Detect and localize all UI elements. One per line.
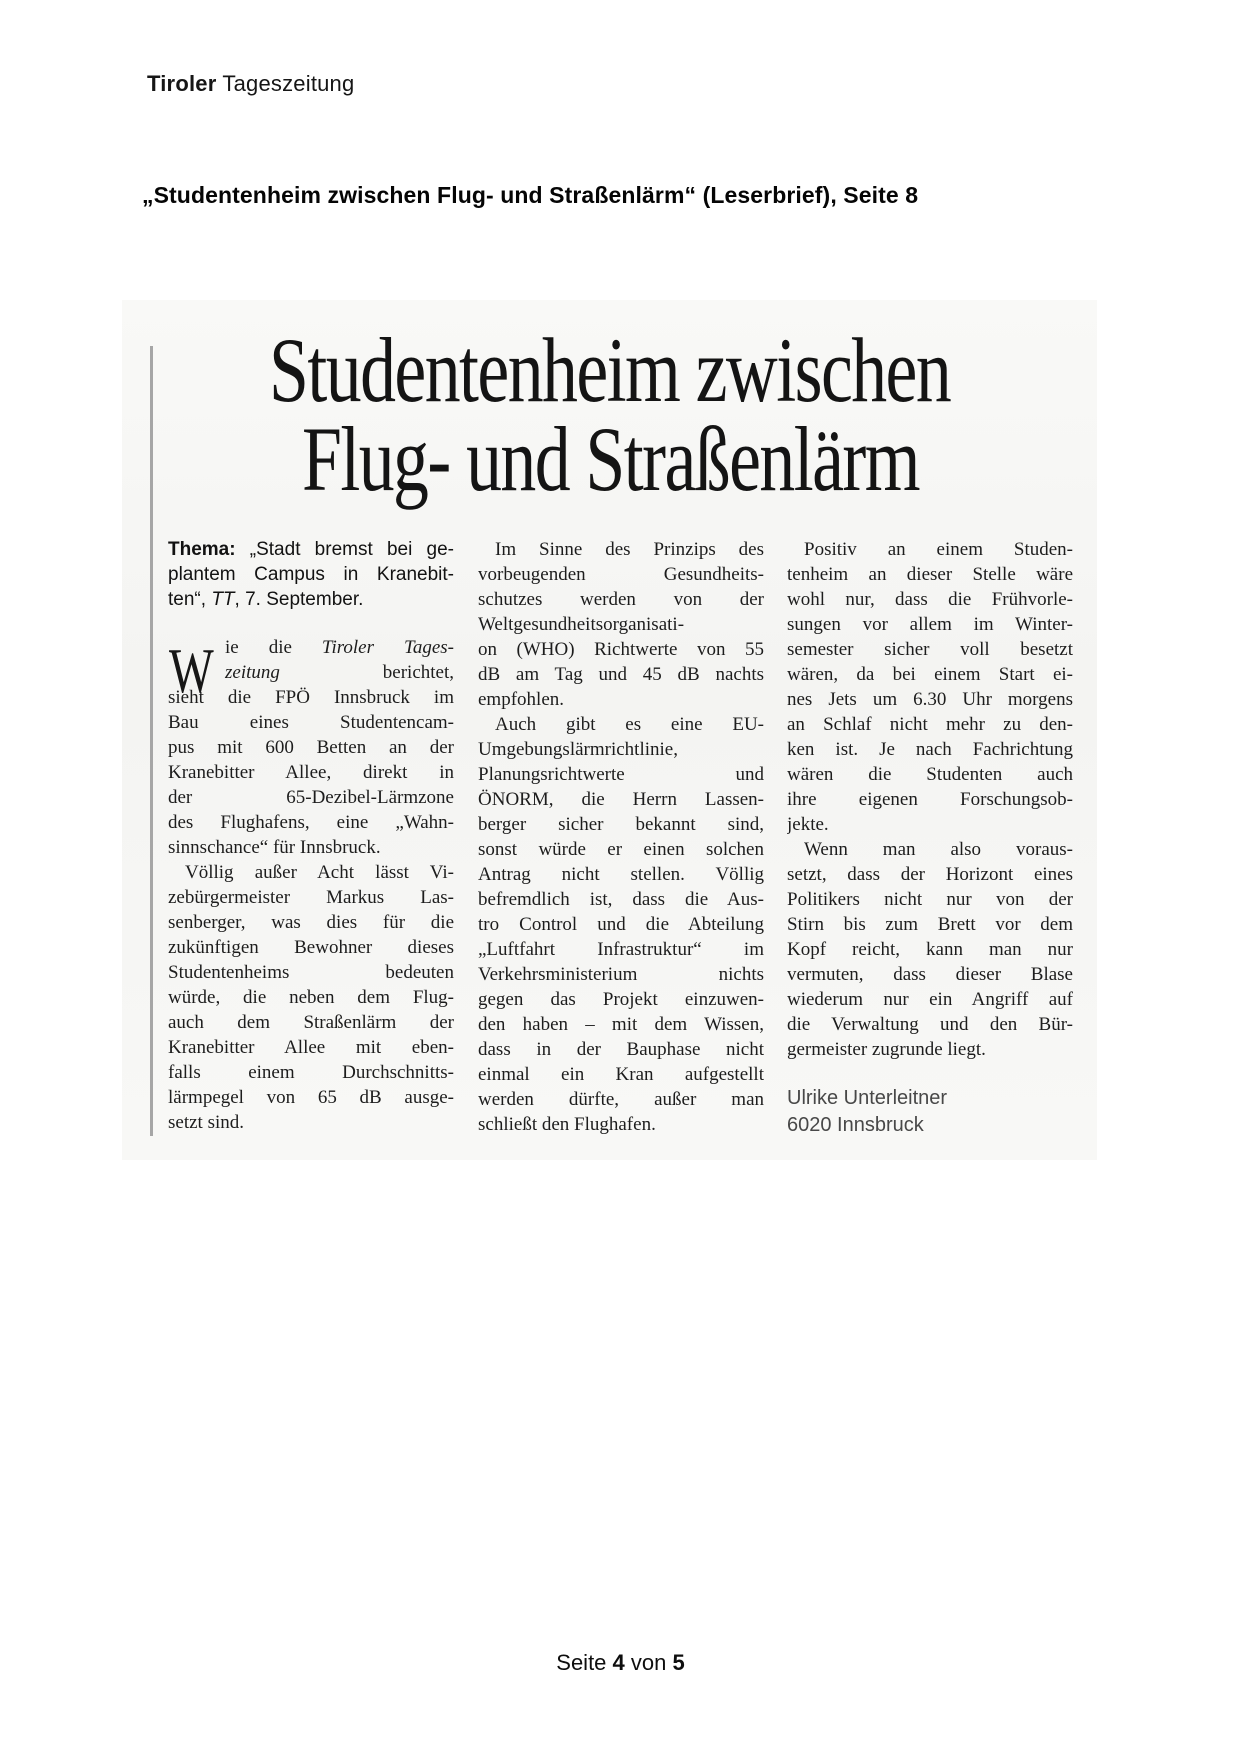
text-line <box>478 662 764 687</box>
paragraph <box>787 837 1073 1062</box>
footer-label-von: von <box>624 1650 673 1675</box>
text-line <box>478 887 764 912</box>
drop-cap-letter: W <box>169 635 214 706</box>
article-column-1 <box>168 537 454 1135</box>
text-segment: einmal ein Kran aufgestellt <box>478 1064 764 1085</box>
text-line <box>787 687 1073 712</box>
text-segment: nes Jets um 6.30 Uhr morgens <box>787 689 1073 710</box>
text-segment: ihre eigenen Forschungsob- <box>787 789 1073 810</box>
document-headline: „Studentenheim zwischen Flug- und Straßenlärm“ (Leserbrief), Seite 8 <box>142 182 919 208</box>
text-segment: empfohlen. <box>478 689 565 710</box>
text-line <box>478 562 764 587</box>
text-line <box>478 587 764 612</box>
text-line <box>478 962 764 987</box>
text-segment: berger sicher bekannt sind, <box>478 814 764 835</box>
text-segment: der 65-Dezibel-Lärmzone <box>168 787 454 808</box>
footer-page-number: 4 <box>612 1650 625 1675</box>
article-title-text-1: Studentenheim zwischen <box>269 319 951 421</box>
text-segment: plantem Campus in Kranebit- <box>168 564 454 585</box>
text-line <box>168 1110 454 1135</box>
text-segment: pus mit 600 Betten an der <box>168 737 454 758</box>
text-segment: Umgebungslärmrichtlinie, <box>478 739 678 760</box>
text-line <box>787 737 1073 762</box>
text-segment: befremdlich ist, dass die Aus- <box>478 889 764 910</box>
text-segment: senberger, was dies für die <box>168 912 454 933</box>
text-line <box>478 787 764 812</box>
article-title-text-2: Flug- und Straßenlärm <box>301 408 919 510</box>
footer-page-total: 5 <box>672 1650 685 1675</box>
text-segment: zebürgermeister Markus Las- <box>168 887 454 908</box>
text-line <box>787 787 1073 812</box>
text-line <box>168 860 454 885</box>
text-segment: setzt sind. <box>168 1112 244 1133</box>
text-segment: TT <box>211 589 235 610</box>
text-segment: die Verwaltung und den Bür- <box>787 1014 1073 1035</box>
text-line <box>787 637 1073 662</box>
article-title <box>130 319 1090 510</box>
text-segment: setzt, dass der Horizont eines <box>787 864 1073 885</box>
text-segment: werden dürfte, außer man <box>478 1089 764 1110</box>
footer-label-seite: Seite <box>556 1650 613 1675</box>
text-line <box>168 1085 454 1110</box>
thema-note <box>168 537 454 612</box>
text-line <box>168 960 454 985</box>
paragraph-lead <box>168 635 454 860</box>
signature <box>787 1085 1073 1139</box>
text-line <box>168 735 454 760</box>
text-segment: sinnschance“ für Innsbruck. <box>168 837 381 858</box>
text-line <box>787 762 1073 787</box>
text-segment: sungen vor allem im Winter- <box>787 614 1073 635</box>
article-title-line-1 <box>130 319 1090 421</box>
text-line <box>478 937 764 962</box>
text-line <box>787 962 1073 987</box>
text-segment: Antrag nicht stellen. Völlig <box>478 864 764 885</box>
article-column-2 <box>478 537 764 1137</box>
text-line <box>168 935 454 960</box>
text-segment: an Schlaf nicht mehr zu den- <box>787 714 1073 735</box>
text-line <box>168 1060 454 1085</box>
text-line <box>787 987 1073 1012</box>
text-segment: Kopf reicht, kann man nur <box>787 939 1073 960</box>
text-segment: Thema: <box>168 539 250 560</box>
article-column-3 <box>787 537 1073 1139</box>
text-line <box>168 587 454 612</box>
text-segment: Auch gibt es eine EU- <box>495 714 764 735</box>
text-segment: sieht die FPÖ Innsbruck im <box>168 687 454 708</box>
text-line <box>478 762 764 787</box>
text-line <box>168 1010 454 1035</box>
text-line <box>787 862 1073 887</box>
text-line <box>787 562 1073 587</box>
text-line <box>478 637 764 662</box>
text-segment: ÖNORM, die Herrn Lassen- <box>478 789 764 810</box>
brand-name-rest: Tageszeitung <box>216 71 355 96</box>
text-segment: Verkehrsministerium nichts <box>478 964 764 985</box>
text-segment: schließt den Flughafen. <box>478 1114 656 1135</box>
text-segment: Kranebitter Allee mit eben- <box>168 1037 454 1058</box>
newspaper-brand <box>147 71 354 97</box>
text-segment: wiederum nur ein Angriff auf <box>787 989 1073 1010</box>
text-line <box>478 837 764 862</box>
text-segment: tro Control und die Abteilung <box>478 914 764 935</box>
text-segment: wohl nur, dass die Frühvorle- <box>787 589 1073 610</box>
text-line <box>478 1087 764 1112</box>
text-segment: lärmpegel von 65 dB ausge- <box>168 1087 454 1108</box>
text-segment: Kranebitter Allee, direkt in <box>168 762 454 783</box>
text-line <box>787 837 1073 862</box>
text-line <box>478 687 764 712</box>
text-segment: falls einem Durchschnitts- <box>168 1062 454 1083</box>
text-line <box>787 887 1073 912</box>
text-line <box>478 912 764 937</box>
text-line <box>478 987 764 1012</box>
text-line <box>168 885 454 910</box>
text-line <box>478 812 764 837</box>
text-line <box>478 1112 764 1137</box>
text-line <box>168 985 454 1010</box>
text-segment: zukünftigen Bewohner dieses <box>168 937 454 958</box>
text-line <box>168 810 454 835</box>
text-line <box>478 1037 764 1062</box>
text-line <box>168 835 454 860</box>
text-segment: Weltgesundheitsorganisati- <box>478 614 685 635</box>
brand-name-bold: Tiroler <box>147 71 217 96</box>
text-line <box>478 612 764 637</box>
text-segment: jekte. <box>787 814 829 835</box>
text-segment: Im Sinne des Prinzips des <box>495 539 764 560</box>
text-segment: auch dem Straßenlärm der <box>168 1012 454 1033</box>
paragraph <box>787 537 1073 837</box>
text-line <box>787 1112 1073 1139</box>
text-segment: des Flughafens, eine „Wahn- <box>168 812 454 833</box>
text-line <box>787 812 1073 837</box>
text-segment: sonst würde er einen solchen <box>478 839 764 860</box>
paragraph <box>168 860 454 1135</box>
text-segment: Positiv an einem Studen- <box>804 539 1073 560</box>
text-line <box>787 1037 1073 1062</box>
paragraph <box>478 712 764 1137</box>
text-segment: zeitung <box>225 662 280 683</box>
article-title-line-2 <box>130 408 1090 510</box>
text-line <box>478 1012 764 1037</box>
text-line <box>787 712 1073 737</box>
text-segment: Studentenheims bedeuten <box>168 962 454 983</box>
text-segment: „Stadt bremst bei ge- <box>249 539 454 560</box>
text-line <box>168 785 454 810</box>
text-segment: wären, da bei einem Start ei- <box>787 664 1073 685</box>
text-line <box>168 710 454 735</box>
text-segment: Bau eines Studentencam- <box>168 712 454 733</box>
paragraph <box>478 537 764 712</box>
text-segment: 6020 Innsbruck <box>787 1114 924 1136</box>
text-line <box>168 910 454 935</box>
text-line <box>787 1012 1073 1037</box>
text-segment: , 7. September. <box>234 589 364 610</box>
text-line <box>478 537 764 562</box>
text-segment: Planungsrichtwerte und <box>478 764 764 785</box>
text-line <box>787 937 1073 962</box>
page-footer <box>0 1650 1241 1676</box>
text-segment: Tiroler Tages- <box>321 637 454 658</box>
text-line <box>478 737 764 762</box>
text-line <box>787 662 1073 687</box>
text-segment: ken ist. Je nach Fachrichtung <box>787 739 1073 760</box>
text-line <box>787 612 1073 637</box>
text-segment: ie die <box>225 637 322 658</box>
text-segment: on (WHO) Richtwerte von 55 <box>478 639 764 660</box>
text-segment: „Luftfahrt Infrastruktur“ im <box>478 939 764 960</box>
text-line <box>787 587 1073 612</box>
text-line <box>478 1062 764 1087</box>
text-line <box>168 760 454 785</box>
text-segment: den haben – mit dem Wissen, <box>478 1014 764 1035</box>
text-line <box>478 712 764 737</box>
text-segment: Völlig außer Acht lässt Vi- <box>185 862 454 883</box>
text-segment: Politikers nicht nur von der <box>787 889 1073 910</box>
text-segment: vorbeugenden Gesundheits- <box>478 564 764 585</box>
text-segment: semester sicher voll besetzt <box>787 639 1073 660</box>
text-segment: ten“, <box>168 589 212 610</box>
text-segment: germeister zugrunde liegt. <box>787 1039 986 1060</box>
text-segment: schutzes werden von der <box>478 589 764 610</box>
text-segment: dass in der Bauphase nicht <box>478 1039 764 1060</box>
text-line <box>787 912 1073 937</box>
text-line <box>787 1085 1073 1112</box>
text-segment: berichtet, <box>279 662 454 683</box>
text-segment: vermuten, dass dieser Blase <box>787 964 1073 985</box>
text-segment: dB am Tag und 45 dB nachts <box>478 664 764 685</box>
text-line <box>478 862 764 887</box>
text-segment: wären die Studenten auch <box>787 764 1073 785</box>
text-segment: Wenn man also voraus- <box>804 839 1073 860</box>
text-line <box>168 537 454 562</box>
text-segment: tenheim an dieser Stelle wäre <box>787 564 1073 585</box>
text-line <box>168 562 454 587</box>
text-line <box>787 537 1073 562</box>
text-segment: Stirn bis zum Brett vor dem <box>787 914 1073 935</box>
text-segment: würde, die neben dem Flug- <box>168 987 454 1008</box>
text-segment: Ulrike Unterleitner <box>787 1087 948 1109</box>
text-segment: gegen das Projekt einzuwen- <box>478 989 764 1010</box>
text-line <box>168 1035 454 1060</box>
